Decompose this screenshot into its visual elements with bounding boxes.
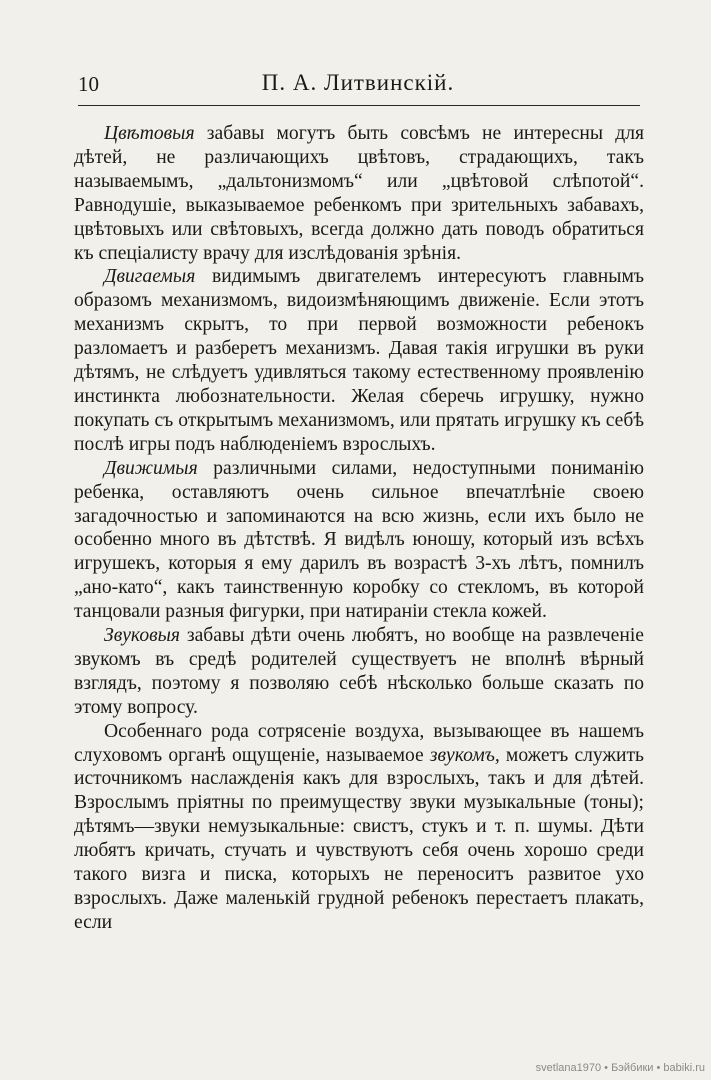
paragraph-lead: Движимыя [104,457,198,479]
running-title: П. А. Литвинскій. [261,70,455,95]
running-head [78,70,638,100]
paragraph-emphasis: звукомъ, [429,744,500,766]
paragraph-moving-toys [74,457,644,624]
watermark: svetlana1970 • Бэйбики • babiki.ru [535,1062,705,1074]
body-text [74,122,644,935]
page-number: 10 [78,72,99,96]
paragraph-sound-toys [74,624,644,720]
paragraph-moved-toys [74,265,644,456]
paragraph-color-toys [74,122,644,265]
paragraph-lead: Звуковыя [104,625,181,647]
paragraph-sound [74,720,644,935]
paragraph-lead: Цвѣтовыя [104,123,195,144]
paragraph-lead: Двигаемыя [104,266,196,288]
header-rule [78,105,640,106]
paragraph-text: забавы могутъ быть совсѣмъ не интересны для дѣтей, не различающихъ цвѣтовъ, страдающихъ, такъ называемымъ, „дальтонизмомъ“ или „цвѣтовой слѣпотой“. Равнодушіе, выказываемое ребенкомъ при зрительныхъ забавахъ, цвѣтовыхъ или свѣтовыхъ, всегда должно дать поводъ обратиться къ спеціалисту врачу для изслѣдованія зрѣнія. [74,123,644,264]
paragraph-text: различными силами, недоступными пониманію ребенка, оставляютъ очень сильное впечатлѣніе своею загадочностью и запоминаются на всю жизнь, если ихъ было не особенно много въ дѣтствѣ. Я видѣлъ юношу, который изъ всѣхъ игрушекъ, которыя я ему дарилъ въ возрастѣ 3-хъ лѣтъ, помнилъ „ано-като“, какъ таинственную коробку со стекломъ, въ которой танцовали разныя фигурки, при натираніи стекла кожей. [74,457,644,623]
paragraph-text: видимымъ двигателемъ интересуютъ главнымъ образомъ механизмомъ, видоизмѣняющимъ движеніе. Если этотъ механизмъ скрытъ, то при первой возможности ребенокъ разломаетъ и разберетъ механизмъ. Давая такія игрушки въ руки дѣтямъ, не слѣдуетъ удивляться такому естественному проявленію инстинкта любознательности. Желая сберечь игрушку, нужно покупать съ открытымъ механизмомъ, или прятать игрушку къ себѣ послѣ игры подъ наблюденіемъ взрослыхъ. [74,266,644,455]
paragraph-text: забавы дѣти очень любятъ, но вообще на развлеченіе звукомъ въ средѣ родителей существуетъ не вполнѣ вѣрный взглядъ, поэтому я позволяю себѣ нѣсколько больше сказать по этому вопросу. [74,625,644,718]
paragraph-text: можетъ служить источникомъ наслажденія какъ для взрослыхъ, такъ и для дѣтей. Взрослымъ пріятны по преимуществу звуки музыкальные (тоны); дѣтямъ—звуки немузыкальные: свистъ, стукъ и т. п. шумы. Дѣти любятъ кричать, стучать и чувствуютъ себя очень хорошо среди такого визга и писка, которыхъ не переноситъ развитое ухо взрослыхъ. Даже маленькій грудной ребенокъ перестаетъ плакать, если [74,744,644,933]
paragraph-text: Особеннаго рода сотрясеніе воздуха, вызывающее въ нашемъ слуховомъ органѣ ощущеніе, называемое [74,720,644,766]
